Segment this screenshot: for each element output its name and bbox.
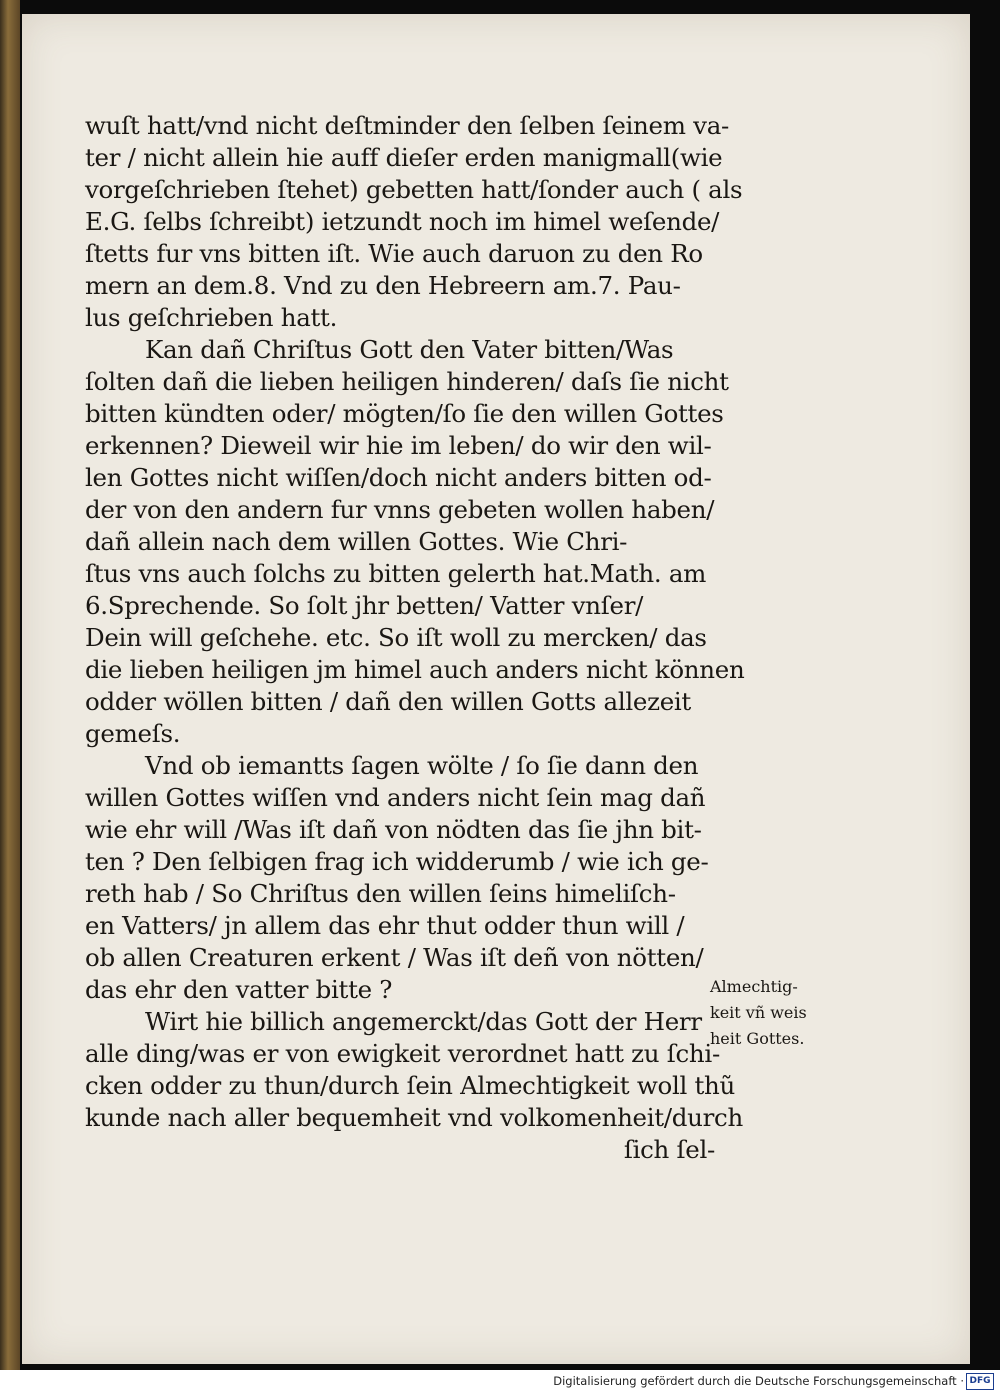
text-line: willen Gottes wiſſen vnd anders nicht ſein mag dañ — [85, 783, 706, 812]
text-line: Wirt hie billich angemerckt/das Gott der Herr — [145, 1007, 702, 1036]
catchword: ſich ſel- — [623, 1135, 715, 1164]
text-line: die lieben heiligen jm himel auch anders nicht können — [85, 655, 745, 684]
text-line: ſtetts fur vns bitten iſt. Wie auch daruon zu den Ro — [85, 239, 703, 268]
text-line: der von den andern fur vnns gebeten wollen haben/ — [85, 495, 715, 524]
footer-bar — [0, 1370, 1000, 1394]
text-line: wie ehr will /Was iſt dañ von nödten das ſie jhn bit- — [85, 815, 702, 844]
text-line: vorgeſchrieben ſtehet) gebetten hatt/ſonder auch ( als — [85, 175, 743, 204]
text-line: len Gottes nicht wiſſen/doch nicht anders bitten od- — [85, 463, 712, 492]
text-line: ten ? Den ſelbigen frag ich widderumb / wie ich ge- — [85, 847, 709, 876]
text-line: ob allen Creaturen erkent / Was iſt deñ von nötten/ — [85, 943, 704, 972]
text-line: alle ding/was er von ewigkeit verordnet hatt zu ſchi- — [85, 1039, 720, 1068]
margin-note — [710, 974, 840, 1052]
text-line: Vnd ob iemantts ſagen wölte / ſo ſie dann den — [145, 751, 699, 780]
text-line: cken odder zu thun/durch ſein Almechtigkeit woll thũ — [85, 1071, 736, 1100]
book-page — [22, 14, 970, 1364]
text-line: kunde nach aller bequemheit vnd volkomenheit/durch — [85, 1103, 743, 1132]
book-spine-edge — [0, 0, 20, 1370]
text-line: reth hab / So Chriſtus den willen ſeins himeliſch- — [85, 879, 676, 908]
text-line: 6.Sprechende. So ſolt jhr betten/ Vatter vnſer/ — [85, 591, 644, 620]
text-line: Dein will geſchehe. etc. So iſt woll zu mercken/ das — [85, 623, 707, 652]
margin-note-line: heit Gottes. — [710, 1029, 805, 1048]
text-line: wuſt hatt/vnd nicht deſtminder den ſelben ſeinem va- — [85, 111, 729, 140]
text-line: odder wöllen bitten / dañ den willen Gotts allezeit — [85, 687, 691, 716]
text-line: mern an dem.8. Vnd zu den Hebreern am.7. Pau- — [85, 271, 681, 300]
main-text-block — [85, 110, 745, 1166]
text-line: bitten kündten oder/ mögten/ſo ſie den willen Gottes — [85, 399, 724, 428]
text-line: Kan dañ Chriſtus Gott den Vater bitten/Was — [145, 335, 674, 364]
margin-note-line: Almechtig- — [710, 977, 798, 996]
text-line: lus geſchrieben hatt. — [85, 303, 338, 332]
text-line: gemeſs. — [85, 719, 181, 748]
text-line: en Vatters/ jn allem das ehr thut odder thun will / — [85, 911, 685, 940]
text-line: dañ allein nach dem willen Gottes. Wie Chri- — [85, 527, 628, 556]
margin-note-line: keit vñ weis — [710, 1003, 807, 1022]
text-line: ſolten dañ die lieben heiligen hinderen/ daſs ſie nicht — [85, 367, 729, 396]
text-line: erkennen? Dieweil wir hie im leben/ do wir den wil- — [85, 431, 712, 460]
text-line: ter / nicht allein hie auff dieſer erden manigmall(wie — [85, 143, 723, 172]
dfg-logo: DFG — [966, 1373, 994, 1390]
text-line: das ehr den vatter bitte ? — [85, 975, 393, 1004]
text-line: ſtus vns auch ſolchs zu bitten gelerth hat.Math. am — [85, 559, 707, 588]
text-line: E.G. ſelbs ſchreibt) ietzundt noch im himel weſende/ — [85, 207, 720, 236]
funding-notice: Digitalisierung gefördert durch die Deutsche Forschungsgemeinschaft · — [553, 1374, 964, 1388]
